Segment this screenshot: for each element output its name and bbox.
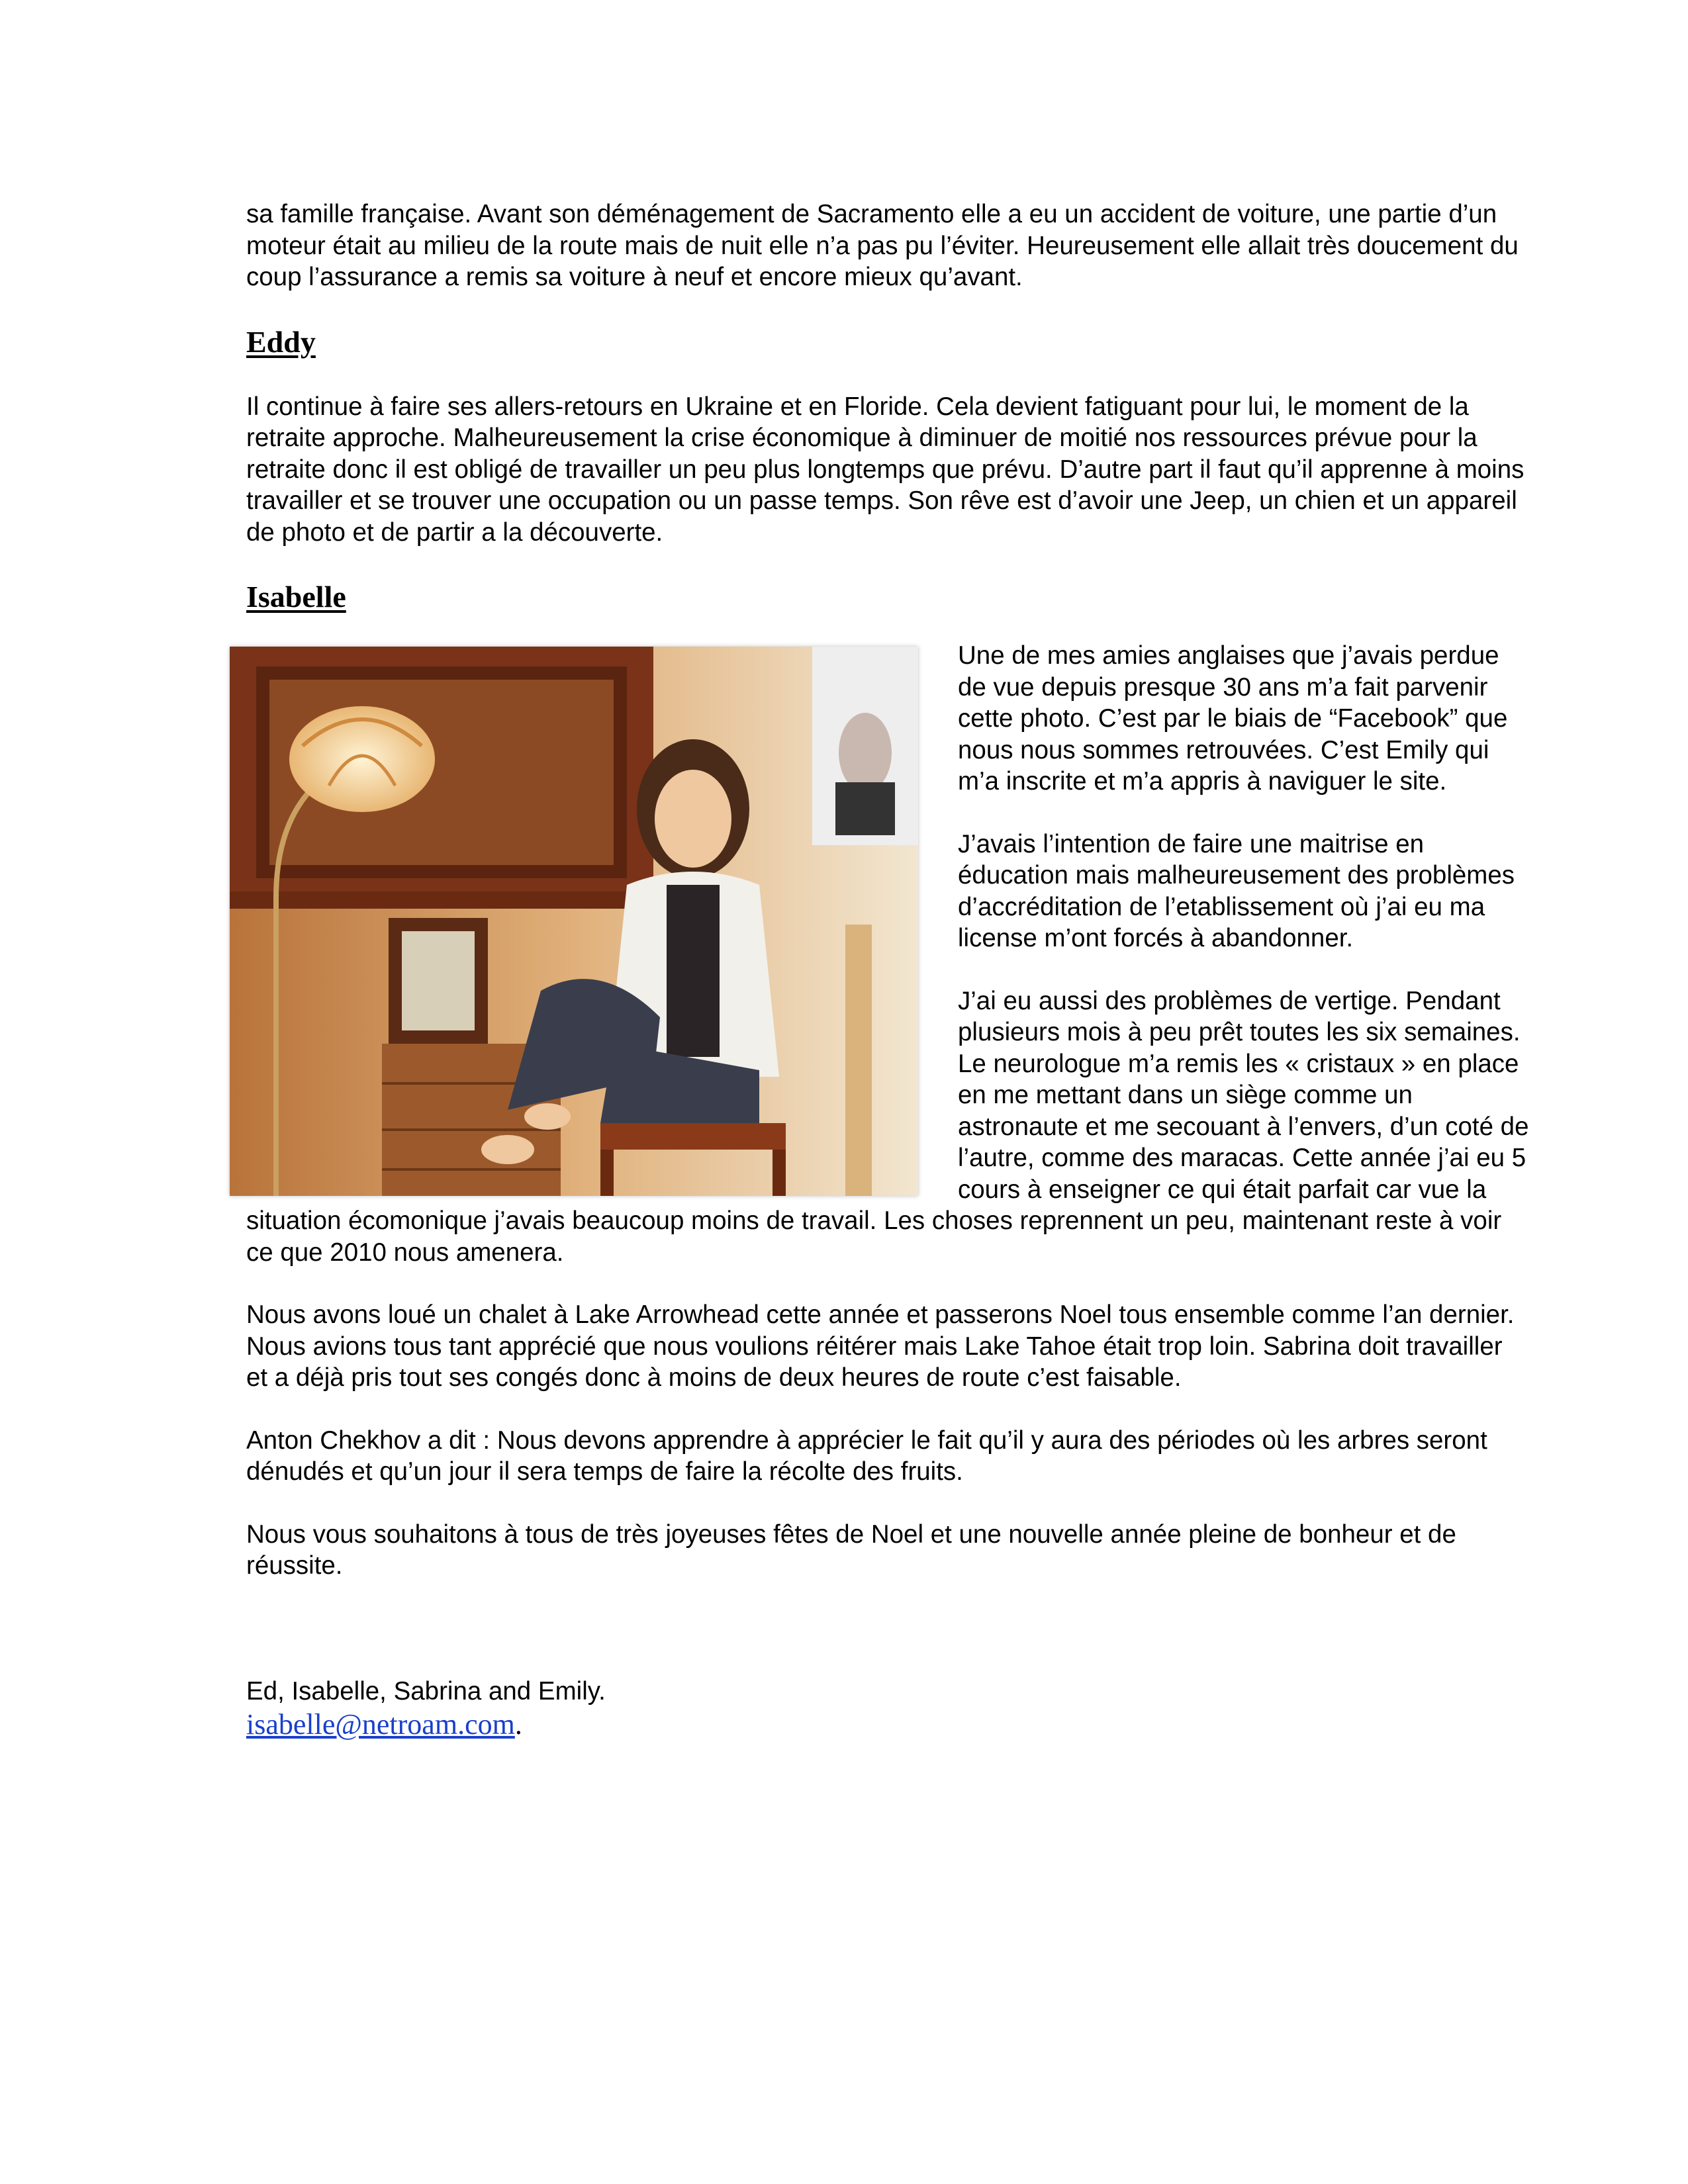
isabelle-paragraph-4: Nous avons loué un chalet à Lake Arrowhead cette année et passerons Noel tous ensemble comme l’an dernier. Nous avions tous tant apprécié que nous voulions réitérer mais Lake Tahoe était trop loin. Sabrina doit travailler et a déjà pris tout ses congés donc à moins de deux heures de route c’est faisable. [246, 1300, 1515, 1392]
isabelle-heading: Isabelle [246, 580, 346, 614]
intro-paragraph: sa famille française. Avant son déménagement de Sacramento elle a eu un accident de voiture, une partie d’un moteur était au milieu de la route mais de nuit elle n’a pas pu l’éviter. Heureusement elle allait très doucement du coup l’assurance a remis sa voiture à neuf et encore mieux qu’avant. [246, 200, 1519, 291]
signature-names: Ed, Isabelle, Sabrina and Emily. [246, 1676, 606, 1706]
isabelle-paragraph-5: Anton Chekhov a dit : Nous devons apprendre à apprécier le fait qu’il y aura des périodes où les arbres seront dénudés et qu’un jour il sera temps de faire la récolte des fruits. [246, 1426, 1487, 1486]
letter-page [246, 199, 1530, 1743]
email-suffix: . [514, 1708, 522, 1741]
isabelle-paragraph-1: Une de mes amies anglaises que j’avais perdue de vue depuis presque 30 ans m’a fait parvenir cette photo. C’est par le biais de “Facebook” que nous nous sommes retrouvées. C’est Emily qui m’a inscrite et m’a appris à naviguer le site. [958, 641, 1508, 796]
isabelle-photo [230, 647, 918, 1196]
isabelle-paragraph-3: J’ai eu aussi des problèmes de vertige. Pendant plusieurs mois à peu prêt toutes les six semaines. Le neurologue m’a remis les « cristaux » en place en me mettant dans un siège comme un astronaute et me secouant à l’envers, d’un coté de l’autre, comme des maracas. Cette année j’ai eu 5 cours à enseigner ce qui était parfait car vue la situation écomonique j’avais beaucoup moins de travail. Les choses reprennent un peu, maintenant reste à voir ce que 2010 nous amenera. [246, 986, 1529, 1267]
isabelle-paragraph-6: Nous vous souhaitons à tous de très joyeuses fêtes de Noel et une nouvelle année pleine de bonheur et de réussite. [246, 1520, 1456, 1580]
eddy-heading: Eddy [246, 324, 316, 359]
signature-email-line [246, 1707, 1530, 1743]
isabelle-paragraph-2: J’avais l’intention de faire une maitrise en éducation mais malheureusement des problèmes d’accréditation de l’etablissement où j’ai eu ma license m’ont forcés à abandonner. [958, 829, 1515, 952]
eddy-paragraph: Il continue à faire ses allers-retours en Ukraine et en Floride. Cela devient fatiguant pour lui, le moment de la retraite approche. Malheureusement la crise économique à diminuer de moitié nos ressources prévue pour la retraite donc il est obligé de travailler un peu plus longtemps que prévu. D’autre part il faut qu’il apprenne à moins travailler et se trouver une occupation ou un passe temps. Son rêve est d’avoir une Jeep, un chien et un appareil de photo et de partir a la découverte. [246, 392, 1524, 547]
email-link[interactable]: isabelle@netroam.com [246, 1708, 515, 1741]
